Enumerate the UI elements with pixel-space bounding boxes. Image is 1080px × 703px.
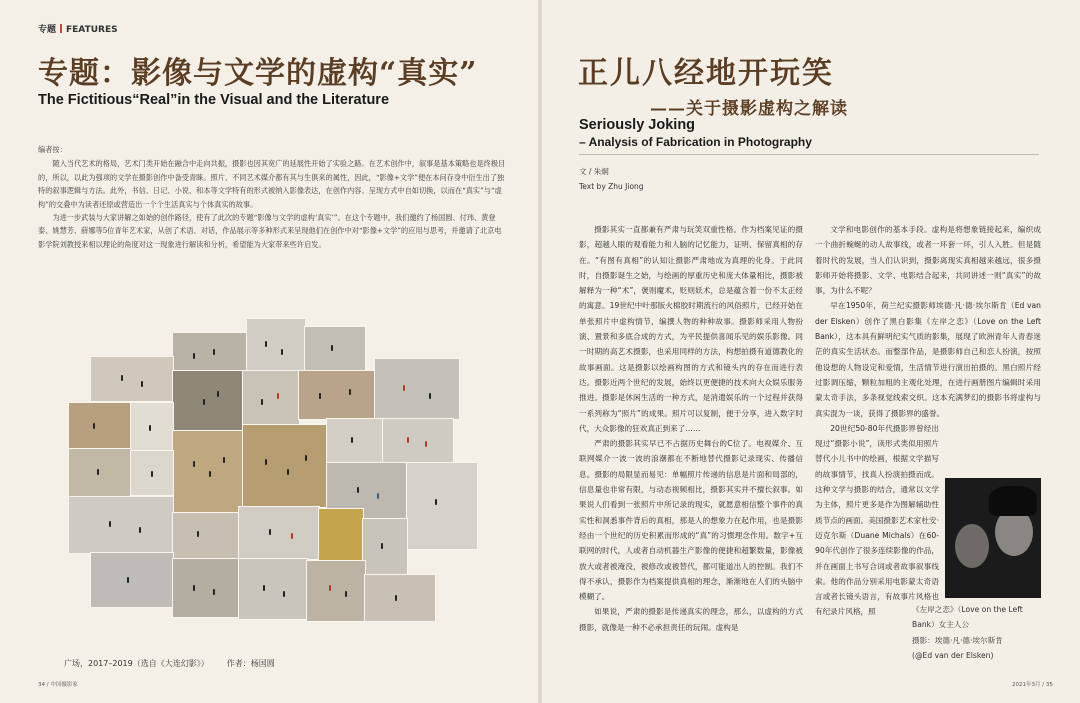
collage-photo [90, 552, 174, 608]
editor-note [38, 143, 508, 251]
collage-photo [172, 430, 244, 514]
portrait-photo [945, 478, 1041, 598]
portrait-caption-line: 《左岸之恋》（Love on the Left Bank）女主人公 [912, 605, 1023, 630]
collage-photo [172, 370, 244, 432]
left-folio: 34 / 中国摄影家 [38, 682, 78, 688]
byline-en: Text by Zhu Jiong [579, 182, 644, 191]
collage-photo [306, 560, 366, 622]
collage-photo [298, 370, 376, 420]
article-paragraph: 20世纪50-80年代摄影界曾经出现过“摄影小说”，读形式类似用照片替代小儿书中的绘画，根据文学描写的故事情节，找真人扮演拍摄而成。这种文学与摄影的结合，通常以文学为主体，照片更多是作为图解辅助性质节点的画面。美国摄影艺术家杜安·迈克尔斯（Duane Michals）在60-90年代创作了很多连续影像的作品，并在画面上书写合词或者故事叙事线索。他的作品分别采用电影蒙太奇语言或者长镜头语言，有故事片风格也有纪录片风格，照 [815, 423, 939, 617]
right-folio: 2021年3月 / 35 [1012, 682, 1053, 688]
article-paragraph: 如果说，严肃的摄影是传递真实的理念，那么，以虚构的方式摄影，就像是一种不必承担责任的玩闹。虚构是 [579, 607, 803, 632]
article-column-1 [579, 222, 803, 635]
collage-photo [90, 356, 174, 402]
collage-photo [68, 402, 132, 450]
collage-photo [130, 450, 174, 496]
collage-photo [246, 318, 306, 372]
collage-photo [172, 558, 240, 618]
collage-photo [304, 326, 366, 372]
section-label [38, 22, 118, 35]
collage-photo [130, 402, 174, 452]
collage-photo [406, 462, 478, 550]
collage-photo [68, 448, 132, 498]
collage-photo [242, 370, 300, 426]
collage-photo [172, 512, 240, 560]
article-paragraph: 文学和电影创作的基本手段。虚构是将想象链接起来，编织成一个曲折蜿蜒的动人故事线，或者一环套一环，引人入胜。但是随着时代的发展，当人们认识到，摄影离现实真相越来越远，很多摄影师开始将摄影、文学、电影结合起来，共同讲述一则“真实”的故事，为什么不呢？ [815, 225, 1041, 296]
collage-photo [238, 558, 308, 620]
feature-title-en: The Fictitious“Real”in the Visual and the Literature [38, 92, 390, 108]
portrait-face [955, 524, 989, 568]
portrait-hair [989, 486, 1037, 516]
collage-photo [238, 506, 320, 560]
article-paragraph: 严肃的摄影其实早已不占据历史舞台的C位了。电视媒介、互联网媒介一波一波的浪潮都在不断地替代摄影记录现实、传播信息。摄影的局限显而易见：单幅照片传递的信息是片面和局部的，信息量也非常有限，与动态视频相比，摄影其实并不擅长叙事。如果说人们看到一张照片中所记录的现实，就愿意相信整个事件的真实性和洞悉事件背后的真相，那是人的想象力在起作用，也是摄影经由一个世纪的历史积累而形成的“真”的习惯理念作用。数字+互联网的时代，人或者自动机器生产影像的便捷和超繁数量，影像被放大或者被淹没，被修改或被替代，都可能道出人的控制。我们不得不承认，摄影作为档案提供真相的理念，渐渐地在人们的头脑中模糊了。 [579, 439, 803, 602]
article-title-en: Seriously Joking [579, 117, 696, 133]
collage-photo [68, 496, 174, 554]
article-subtitle-en: – Analysis of Fabrication in Photography [579, 135, 812, 149]
photo-collage [68, 318, 488, 640]
article-paragraph: 早在1950年，荷兰纪实摄影师埃德·凡·德·埃尔斯肯（Ed van der Elsken）创作了黑白影集《左岸之恋》（Love on the Left Bank），这本具有鲜明纪实气质的影集，展现了欧洲青年人青春迷茫的真实生活状态。而整部作品，是摄影师自己和恋人扮演，按照他设想的人物设定和爱情，生活情节进行演出拍摄的。黑白照片经过影调压缩，颗粒加粗的主观化处理，在进行画册图片编辑时采用蒙太奇手法，多条视觉线索交织。这本充满梦幻的摄影书将虚构与真实混为一谈，获得了摄影界的盛誉。 [815, 301, 1041, 418]
collage-photo [318, 508, 364, 562]
byline [579, 164, 644, 194]
collage-photo [242, 424, 328, 508]
header-rule [579, 154, 1039, 155]
portrait-caption-line: 摄影：埃德·凡·德·埃尔斯肯 [912, 635, 1003, 645]
collage-photo [362, 518, 408, 576]
page-spine [538, 0, 542, 703]
collage-photo [364, 574, 436, 622]
portrait-caption [912, 602, 1042, 663]
caption-author: 作者：杨国圆 [226, 659, 275, 668]
article-paragraph: 摄影其实一直都兼有严肃与玩笑双重性格。作为档案见证的摄影，超越人眼的观看能力和人脑的记忆能力，证明、保留真相的存在。“有图有真相”的认知让摄影严肃地成为真理的化身。于此同时，自摄影诞生之始，与绘画的厚重历史和庞大体量相比，摄影被解释为一种“术”，褒则魔术，贬则妖术，总是蕴含着一份不太正经的寓意。19世纪中叶那版火棉胶时期流行的风俗照片，已经开始在单张照片中虚构情节，编撰人物的种种故事。摄影师采用人物扮演、置景和多底合成的方式，为平民提供喜闻乐见的娱乐影像。同一时期的高艺术摄影，也采用同样的方法，构想拍摄有道德教化的故事画面。这是摄影以绘画构图的方式和镜头内的存在而进行表达。摄影近两个世纪的发展，始终以更便捷的技术向大众娱乐服务推进。摄影是休闲生活的一种方式，是消遣娱乐的一个过程并获得一系列称为“照片”的成果。照片可以复制，便于分享，进入数字时代，大众影像的狂欢真正到来了…… [579, 225, 803, 433]
section-label-cn: 专题 [38, 25, 57, 35]
collage-photo [172, 332, 248, 372]
collage-photo [326, 418, 384, 464]
portrait-caption-line: (@Ed van der Elsken) [912, 650, 994, 660]
collage-photo [374, 358, 460, 420]
article-subtitle-cn: ——关于摄影虚构之解读 [650, 99, 848, 119]
caption-place: 广场，2017–2019（选自《大连幻影》） [64, 659, 209, 668]
editor-note-label: 编者按： [38, 145, 67, 154]
feature-title-cn: 专题：影像与文学的虚构“真实” [38, 56, 478, 91]
collage-photo [382, 418, 454, 464]
section-label-en: FEATURES [66, 25, 118, 35]
article-title-cn: 正儿八经地开玩笑 [578, 56, 834, 91]
editor-note-paragraph-1: 随入当代艺术的格局，艺术门类开始在融合中走向共振，摄影也因其宽广的延展性开始了实验之路。在艺术创作中，叙事是基本策略也是终极目的，所以，以此为强项的文学在摄影创作中备受青睐。照片、不同艺术媒介都有其与生俱来的属性，因此，“影像+文学”便在本问存身中衍生出了独特的叙事逻辑与方法。此外，书信、日记、小说、和本等文学特有的形式被纳入影像表达，在创作内容、呈现方式中自如切换，以而在“真实”与“虚构”的交叠中为读者还原或营造出一个个生活真实与个体真实的故事。 [38, 159, 506, 209]
section-divider [60, 24, 62, 33]
byline-cn: 文 / 朱炯 [579, 167, 609, 176]
collage-caption [64, 658, 275, 669]
editor-note-paragraph-2: 为进一步武装与大家讲解之如始的创作路径，使有了此次的专题“影像与文学的虚构‘真实’”。在这个专题中，我们邀约了杨国圆、付玮、黄登泰、姚慧芳、薛娜等5位青年艺术家，从创了术语、对话，作品展示等多种形式来呈现他们在创作中对“影像+文学”的应用与思考，并邀请了北京电影学院刘教授来相以理论的角度对这一现象进行解读和分析，希望能为大家带来些许启发。 [38, 213, 502, 249]
